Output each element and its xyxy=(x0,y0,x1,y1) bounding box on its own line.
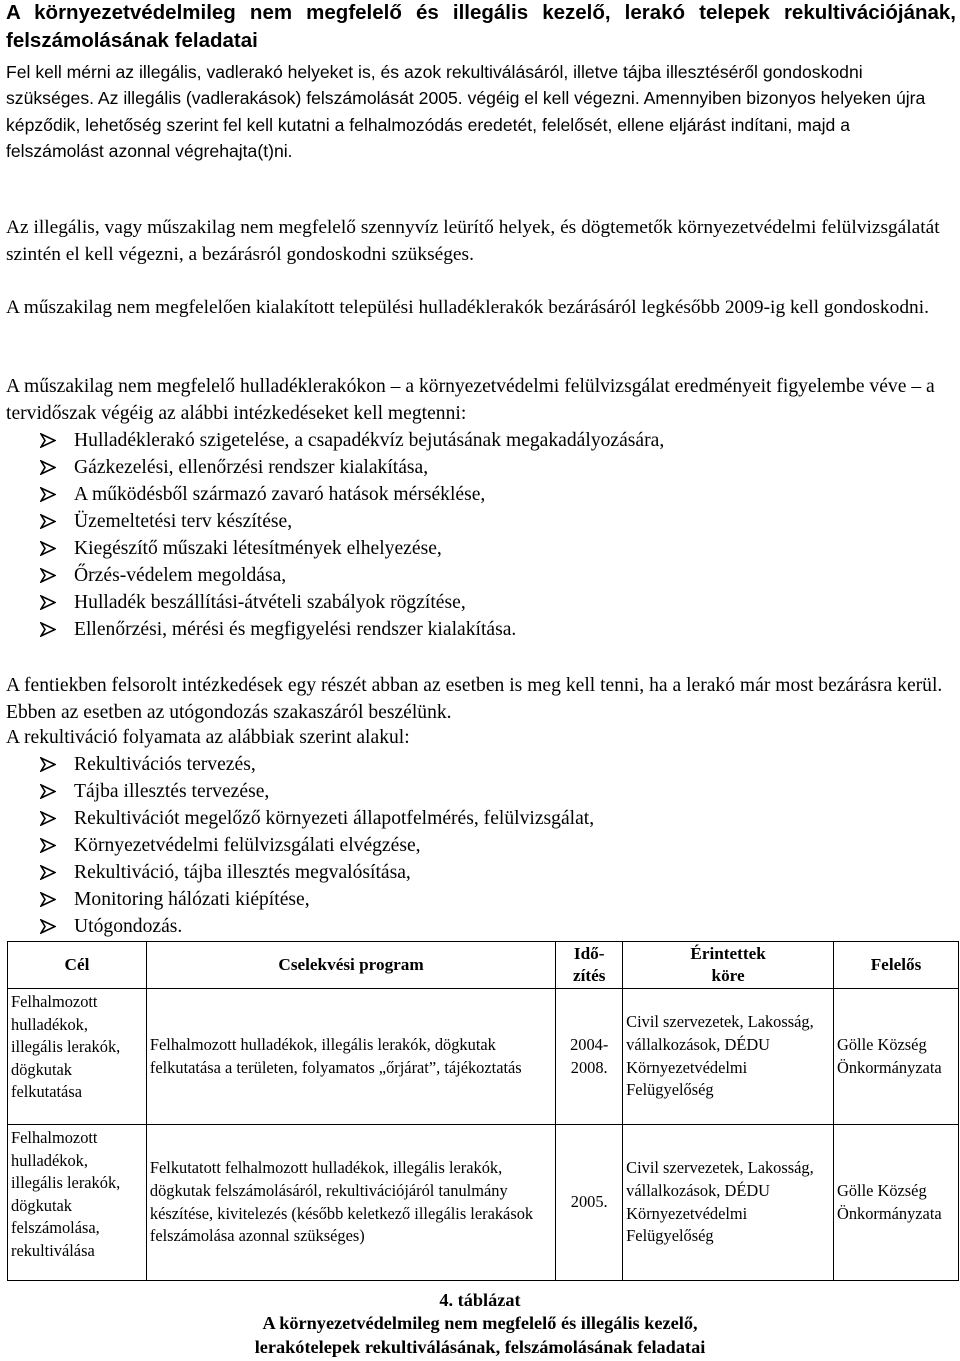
paragraph-sewage-sites: Az illegális, vagy műszakilag nem megfelelő szennyvíz leürítő helyek, és dögtemetők környezetvédelmi felülvizsgálatát szintén el kell végezni, a bezárásról gondoskodni szükséges. xyxy=(6,217,940,265)
arrow-bullet-icon xyxy=(40,616,74,643)
cell-responsible: Gölle Község Önkormányzata xyxy=(833,989,958,1125)
arrow-bullet-icon xyxy=(40,454,74,481)
header-goal: Cél xyxy=(8,942,147,989)
measures-list xyxy=(40,427,664,643)
list-item: Gázkezelési, ellenőrzési rendszer kialakítása, xyxy=(40,454,664,481)
list-item: Kiegészítő műszaki létesítmények elhelyezése, xyxy=(40,535,664,562)
arrow-bullet-icon xyxy=(40,832,74,859)
arrow-bullet-icon xyxy=(40,562,74,589)
paragraph-landfill-deadline: A műszakilag nem megfelelően kialakított települési hulladéklerakók bezárásáról legkésőbb 2009-ig kell gondoskodni. xyxy=(6,297,929,318)
table-header-row xyxy=(8,942,959,989)
cell-timing: 2005. xyxy=(556,1125,623,1281)
intro-paragraph: Fel kell mérni az illegális, vadlerakó helyeket is, és azok rekultiválásáról, illetve tájba illesztéséről gondoskodni szükséges. Az illegális (vadlerakások) felszámolását 2005. végéig el kell végezni. Amennyiben bizonyos helyeken újra képződik, lehetőség szerint fel kell kutatni a felhalmozódás eredetét, felelősét, ellene eljárást indítani, majd a felszámolást azonnal végrehajta(t)ni. xyxy=(6,62,926,162)
arrow-bullet-icon xyxy=(40,589,74,616)
list-item: Hulladéklerakó szigetelése, a csapadékvíz bejutásának megakadályozására, xyxy=(40,427,664,454)
cell-program: Felkutatott felhalmozott hulladékok, illegális lerakók, dögkutak felszámolásáról, rekultivációjáról tanulmány készítése, kivitelezés (később keletkező illegális lerakások felszámolása azonnal szükséges) xyxy=(146,1125,555,1281)
table-caption-number: 4. táblázat xyxy=(439,1290,521,1310)
list-item: Rekultivációt megelőző környezeti állapotfelmérés, felülvizsgálat, xyxy=(40,805,594,832)
list-item: Környezetvédelmi felülvizsgálati elvégzése, xyxy=(40,832,594,859)
arrow-bullet-icon xyxy=(40,913,74,940)
arrow-bullet-icon xyxy=(40,805,74,832)
list-item: Ellenőrzési, mérési és megfigyelési rendszer kialakítása. xyxy=(40,616,664,643)
header-affected: Érintettek köre xyxy=(623,942,834,989)
cell-affected: Civil szervezetek, Lakosság, vállalkozások, DÉDU Környezetvédelmi Felügyelőség xyxy=(623,989,834,1125)
cell-timing: 2004-2008. xyxy=(556,989,623,1125)
header-timing: Idő- zítés xyxy=(556,942,623,989)
table-caption-line-1: A környezetvédelmileg nem megfelelő és illegális kezelő, xyxy=(262,1313,698,1333)
cell-responsible: Gölle Község Önkormányzata xyxy=(833,1125,958,1281)
list-item: Tájba illesztés tervezése, xyxy=(40,778,594,805)
list-item: Utógondozás. xyxy=(40,913,594,940)
header-program: Cselekvési program xyxy=(146,942,555,989)
action-plan-table xyxy=(7,941,959,1281)
arrow-bullet-icon xyxy=(40,535,74,562)
table-row xyxy=(8,989,959,1125)
arrow-bullet-icon xyxy=(40,481,74,508)
table-caption-line-2: lerakótelepek rekultiválásának, felszámolásának feladatai xyxy=(254,1337,706,1357)
arrow-bullet-icon xyxy=(40,508,74,535)
closure-note: A fentiekben felsorolt intézkedések egy részét abban az esetben is meg kell tenni, ha a lerakó már most bezárásra kerül. Ebben az esetben az utógondozás szakaszáról beszélünk. xyxy=(6,675,943,723)
header-responsible: Felelős xyxy=(833,942,958,989)
list-item: Őrzés-védelem megoldása, xyxy=(40,562,664,589)
list-item: A működésből származó zavaró hatások mérséklése, xyxy=(40,481,664,508)
arrow-bullet-icon xyxy=(40,427,74,454)
list-item: Üzemeltetési terv készítése, xyxy=(40,508,664,535)
measures-intro: A műszakilag nem megfelelő hulladéklerakókon – a környezetvédelmi felülvizsgálat eredményeit figyelembe véve – a tervidőszak végéig az alábbi intézkedéseket kell megtenni: xyxy=(6,376,935,424)
arrow-bullet-icon xyxy=(40,886,74,913)
recultivation-steps-list xyxy=(40,751,594,940)
section-heading: A környezetvédelmileg nem megfelelő és illegális kezelő, lerakó telepek rekultivációjának, felszámolásának feladatai xyxy=(6,1,956,52)
table-row xyxy=(8,1125,959,1281)
cell-goal: Felhalmozott hulladékok, illegális lerakók, dögkutak felkutatása xyxy=(8,989,147,1125)
list-item: Hulladék beszállítási-átvételi szabályok rögzítése, xyxy=(40,589,664,616)
list-item: Rekultivációs tervezés, xyxy=(40,751,594,778)
list-item: Monitoring hálózati kiépítése, xyxy=(40,886,594,913)
cell-goal: Felhalmozott hulladékok, illegális lerakók, dögkutak felszámolása, rekultiválása xyxy=(8,1125,147,1281)
arrow-bullet-icon xyxy=(40,859,74,886)
recultivation-intro: A rekultiváció folyamata az alábbiak szerint alakul: xyxy=(6,727,410,748)
list-item: Rekultiváció, tájba illesztés megvalósítása, xyxy=(40,859,594,886)
arrow-bullet-icon xyxy=(40,751,74,778)
cell-affected: Civil szervezetek, Lakosság, vállalkozások, DÉDU Környezetvédelmi Felügyelőség xyxy=(623,1125,834,1281)
cell-program: Felhalmozott hulladékok, illegális lerakók, dögkutak felkutatása a területen, folyamatos „őrjárat”, tájékoztatás xyxy=(146,989,555,1125)
arrow-bullet-icon xyxy=(40,778,74,805)
